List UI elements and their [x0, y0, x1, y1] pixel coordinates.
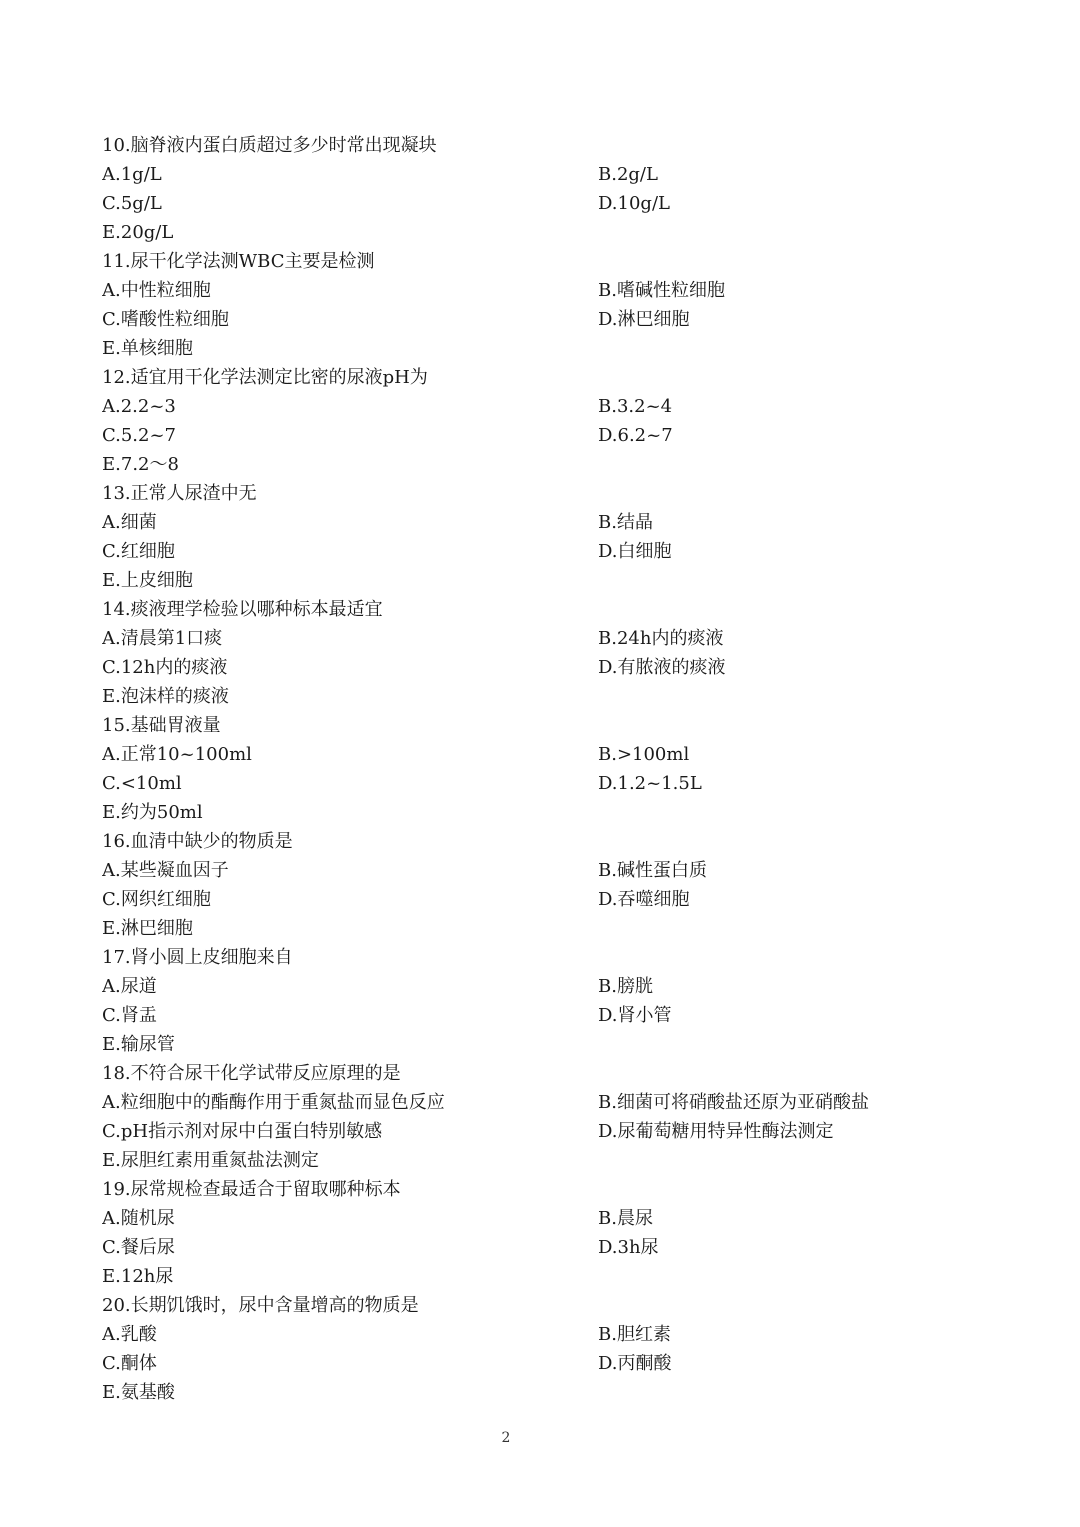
option-b: B.胆红素 [598, 1324, 671, 1345]
question-stem: 11.尿干化学法测WBC主要是检测 [102, 251, 375, 272]
option-d: D.6.2~7 [598, 425, 673, 446]
option-d: D.肾小管 [598, 1005, 672, 1026]
option-a: A.随机尿 [102, 1208, 175, 1229]
option-c: C.12h内的痰液 [102, 657, 228, 678]
question-stem: 17.肾小圆上皮细胞来自 [102, 947, 293, 968]
question-12 [102, 363, 1002, 479]
question-stem: 14.痰液理学检验以哪种标本最适宜 [102, 599, 383, 620]
option-d: D.1.2~1.5L [598, 773, 702, 794]
question-17 [102, 943, 1002, 1059]
option-b: B.碱性蛋白质 [598, 860, 707, 881]
question-stem: 20.长期饥饿时，尿中含量增高的物质是 [102, 1295, 419, 1316]
option-d: D.有脓液的痰液 [598, 657, 726, 678]
option-d: D.10g/L [598, 193, 670, 214]
option-c: C.酮体 [102, 1353, 157, 1374]
question-stem: 16.血清中缺少的物质是 [102, 831, 293, 852]
question-15 [102, 711, 1002, 827]
option-b: B.3.2~4 [598, 396, 673, 417]
question-list [102, 131, 1002, 1407]
question-10 [102, 131, 1002, 247]
option-a: A.细菌 [102, 512, 157, 533]
question-20 [102, 1291, 1002, 1407]
question-stem: 12.适宜用干化学法测定比密的尿液pH为 [102, 367, 428, 388]
option-e: E.上皮细胞 [102, 570, 193, 591]
option-b: B.嗜碱性粒细胞 [598, 280, 725, 301]
option-e: E.20g/L [102, 222, 174, 243]
option-b: B.膀胱 [598, 976, 653, 997]
question-stem: 13.正常人尿渣中无 [102, 483, 257, 504]
option-e: E.泡沫样的痰液 [102, 686, 229, 707]
option-e: E.尿胆红素用重氮盐法测定 [102, 1150, 319, 1171]
option-c: C.网织红细胞 [102, 889, 211, 910]
option-e: E.12h尿 [102, 1266, 174, 1287]
question-11 [102, 247, 1002, 363]
option-c: C.5.2~7 [102, 425, 177, 446]
option-b: B.细菌可将硝酸盐还原为亚硝酸盐 [598, 1092, 869, 1113]
option-a: A.尿道 [102, 976, 157, 997]
option-e: E.单核细胞 [102, 338, 193, 359]
option-c: C.嗜酸性粒细胞 [102, 309, 229, 330]
option-d: D.丙酮酸 [598, 1353, 672, 1374]
option-e: E.淋巴细胞 [102, 918, 193, 939]
option-e: E.氨基酸 [102, 1382, 175, 1403]
question-stem: 15.基础胃液量 [102, 715, 221, 736]
option-b: B.结晶 [598, 512, 653, 533]
option-b: B.24h内的痰液 [598, 628, 724, 649]
option-a: A.某些凝血因子 [102, 860, 229, 881]
option-a: A.正常10~100ml [102, 744, 252, 765]
option-b: B.2g/L [598, 164, 658, 185]
question-19 [102, 1175, 1002, 1291]
question-16 [102, 827, 1002, 943]
option-c: C.肾盂 [102, 1005, 157, 1026]
option-e: E.约为50ml [102, 802, 203, 823]
question-18 [102, 1059, 1002, 1175]
option-c: C.5g/L [102, 193, 162, 214]
question-13 [102, 479, 1002, 595]
option-d: D.淋巴细胞 [598, 309, 690, 330]
option-d: D.吞噬细胞 [598, 889, 690, 910]
option-c: C.餐后尿 [102, 1237, 175, 1258]
option-c: C.pH指示剂对尿中白蛋白特别敏感 [102, 1121, 383, 1142]
page-number: 2 [501, 1430, 511, 1446]
question-stem: 18.不符合尿干化学试带反应原理的是 [102, 1063, 401, 1084]
option-a: A.中性粒细胞 [102, 280, 211, 301]
question-stem: 10.脑脊液内蛋白质超过多少时常出现凝块 [102, 135, 437, 156]
question-stem: 19.尿常规检查最适合于留取哪种标本 [102, 1179, 401, 1200]
option-d: D.尿葡萄糖用特异性酶法测定 [598, 1121, 834, 1142]
option-a: A.1g/L [102, 164, 162, 185]
option-e: E.输尿管 [102, 1034, 175, 1055]
question-14 [102, 595, 1002, 711]
option-a: A.2.2~3 [102, 396, 176, 417]
option-b: B.晨尿 [598, 1208, 653, 1229]
option-b: B.>100ml [598, 744, 690, 765]
option-a: A.清晨第1口痰 [102, 628, 223, 649]
option-d: D.白细胞 [598, 541, 672, 562]
option-c: C.红细胞 [102, 541, 175, 562]
option-a: A.粒细胞中的酯酶作用于重氮盐而显色反应 [102, 1092, 445, 1113]
option-e: E.7.2～8 [102, 454, 179, 475]
option-c: C.<10ml [102, 773, 182, 794]
option-d: D.3h尿 [598, 1237, 659, 1258]
option-a: A.乳酸 [102, 1324, 157, 1345]
